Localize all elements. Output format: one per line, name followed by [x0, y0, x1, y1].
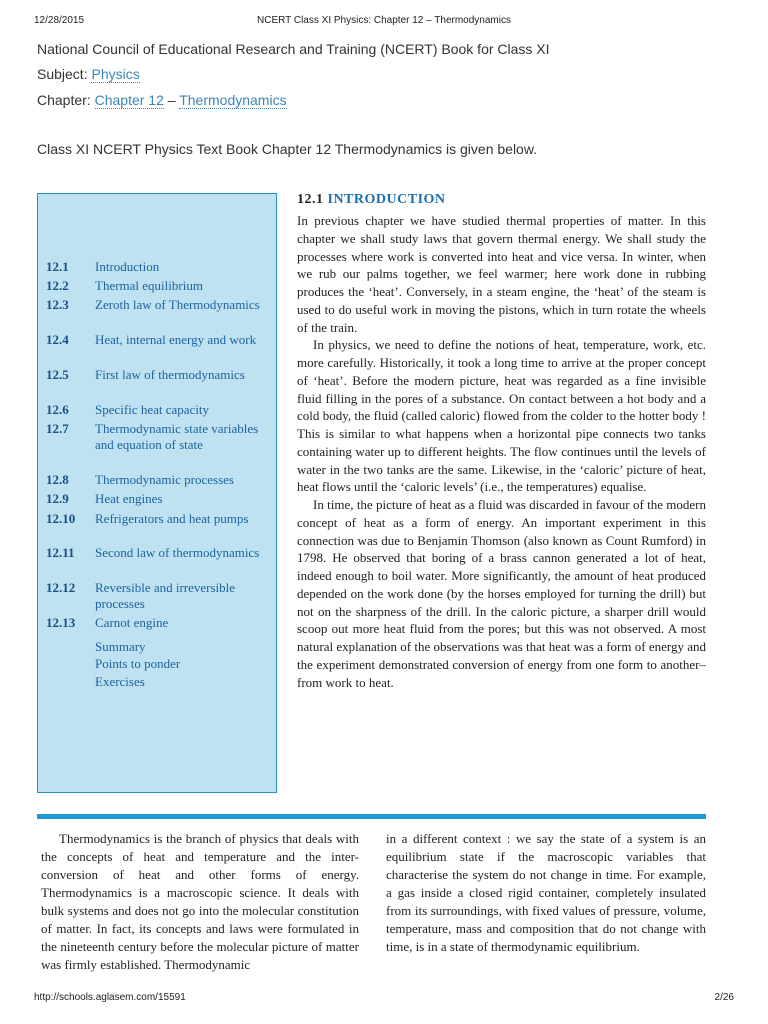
lower-left-column — [41, 830, 359, 974]
toc-number: 12.1 — [46, 259, 69, 274]
print-title: NCERT Class XI Physics: Chapter 12 – Thermodynamics — [257, 15, 511, 26]
toc-label: Second law of thermodynamics — [95, 545, 260, 560]
print-header — [34, 15, 734, 31]
chapter-line — [37, 91, 287, 109]
section-number: 12.1 — [297, 192, 324, 207]
section-body — [297, 212, 706, 691]
toc-number: 12.6 — [46, 402, 69, 417]
toc-label: Carnot engine — [95, 615, 169, 630]
chapter-topic-link[interactable]: Thermodynamics — [179, 92, 287, 108]
toc-number: 12.9 — [46, 491, 69, 506]
paragraph: Thermodynamics is the branch of physics that deals with the concepts of heat and temperature and the inter-conversion of heat and other forms of energy. Thermodynamics is a macroscopic science. It deals with bulk systems and does not go into the molecular constitution of matter. In fact, its concepts and laws were formulated in the nineteenth century before the molecular picture of matter was firmly established. Thermodynamic — [41, 831, 359, 972]
toc-number: 12.13 — [46, 615, 76, 630]
subject-line — [37, 65, 140, 83]
toc-label: Points to ponder — [95, 656, 181, 671]
toc-label: Exercises — [95, 674, 145, 689]
section-divider — [37, 814, 706, 819]
toc-label: Thermodynamic processes — [95, 472, 234, 487]
toc-number: 12.3 — [46, 297, 69, 312]
toc-label: Summary — [95, 639, 146, 654]
toc-number: 12.11 — [46, 545, 75, 560]
print-date: 12/28/2015 — [34, 15, 85, 26]
toc-label: Heat, internal energy and work — [95, 332, 257, 347]
paragraph: In previous chapter we have studied thermal properties of matter. In this chapter we shall study laws that govern thermal energy. We shall study the processes where work is converted into heat and vice versa. In winter, when we rub our palms together, we feel warmer; here work done in rubbing produces the ‘heat’. Conversely, in a steam engine, the ‘heat’ of the steam is used to do useful work in moving the pistons, which in turn rotate the wheels of the train. — [297, 213, 706, 335]
toc-label: Reversible and irreversible processes — [95, 580, 236, 611]
intro-line: Class XI NCERT Physics Text Book Chapter 12 Thermodynamics is given below. — [37, 141, 538, 157]
lower-right-column — [386, 830, 706, 956]
toc-number: 12.7 — [46, 421, 69, 436]
print-page-number: 2/26 — [714, 992, 734, 1003]
subject-label: Subject: — [37, 66, 88, 82]
toc-label: Zeroth law of Thermodynamics — [95, 297, 260, 312]
paragraph: In physics, we need to define the notions of heat, temperature, work, etc. more carefully. Historically, it took a long time to arrive at the proper concept of ‘heat’. Before the modern picture, heat was regarded as a fine invisible fluid filling in the pores of a substance. On contact between a hot body and a cold body, the fluid (called caloric) flowed from the colder to the hotter body ! This is similar to what happens when a horizontal pipe connects two tanks containing water up to different heights. The flow continues until the levels of water in the two tanks are the same. Likewise, in the ‘caloric’ picture of heat, heat flows until the ‘caloric levels’ (i.e., the temperatures) equalise. — [297, 337, 706, 495]
section-title: INTRODUCTION — [327, 192, 446, 207]
chapter-contents-box — [37, 193, 277, 793]
toc-label: Thermodynamic state variables and equation of state — [95, 421, 259, 452]
toc-number: 12.8 — [46, 472, 69, 487]
section-heading — [297, 192, 446, 208]
book-line: National Council of Educational Research and Training (NCERT) Book for Class XI — [37, 41, 550, 57]
toc-number: 12.5 — [46, 367, 69, 382]
toc-label: First law of thermodynamics — [95, 367, 245, 382]
toc-number: 12.4 — [46, 332, 69, 347]
chapter-link[interactable]: Chapter 12 — [94, 92, 164, 108]
toc-label: Specific heat capacity — [95, 402, 210, 417]
toc-label: Thermal equilibrium — [95, 278, 203, 293]
subject-link[interactable]: Physics — [91, 66, 140, 82]
print-url: http://schools.aglasem.com/15591 — [34, 992, 186, 1003]
toc-number: 12.12 — [46, 580, 76, 595]
chapter-label: Chapter: — [37, 92, 91, 108]
paragraph: In time, the picture of heat as a fluid was discarded in favour of the modern concept of heat as a form of energy. An important experiment in this connection was due to Benjamin Thomson (also known as Count Rumford) in 1798. He observed that boring of a brass cannon generated a lot of heat, indeed enough to boil water. More significantly, the amount of heat produced depended on the work done (by the horses employed for turning the drill) but not on the sharpness of the drill. In the caloric picture, a sharper drill would scoop out more heat fluid from the pores; but this was not observed. A most natural explanation of the observations was that heat was a form of energy and the experiment demonstrated conversion of energy from one form to another–from work to heat. — [297, 497, 706, 690]
toc-label: Introduction — [95, 259, 160, 274]
toc-number: 12.10 — [46, 511, 76, 526]
paragraph: in a different context : we say the state of a system is an equilibrium state if the macroscopic variables that characterise the system do not change in time. For example, a gas inside a closed rigid container, completely insulated from its surroundings, with fixed values of pressure, volume, temperature, mass and composition that do not change with time, is in a state of thermodynamic equilibrium. — [386, 831, 706, 954]
toc-number: 12.2 — [46, 278, 69, 293]
chapter-dash: – — [167, 92, 176, 108]
toc-label: Refrigerators and heat pumps — [95, 511, 249, 526]
print-footer — [34, 992, 734, 1008]
toc-label: Heat engines — [95, 491, 163, 506]
